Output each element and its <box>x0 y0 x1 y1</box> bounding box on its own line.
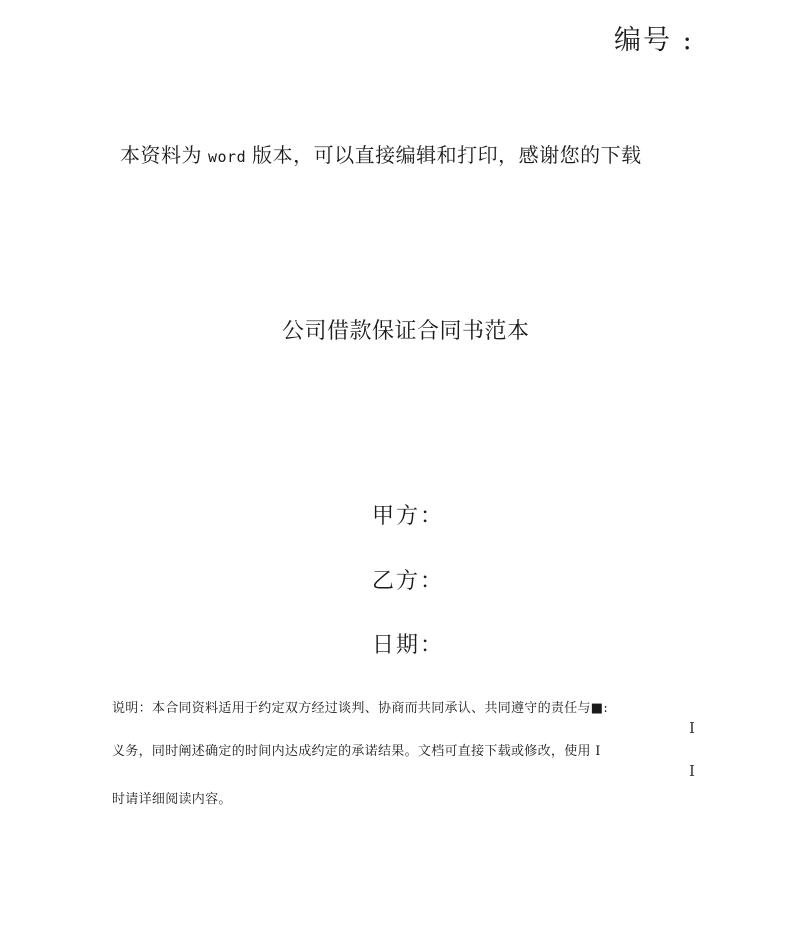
party-a-label: 甲方： <box>372 504 445 529</box>
download-notice <box>120 139 642 168</box>
party-b-label: 乙方： <box>372 569 445 594</box>
notice-suffix: 版本，可以直接编辑和打印，感谢您的下载 <box>252 143 642 167</box>
notice-format: word <box>208 148 247 166</box>
note-line-1: 说明：本合同资料适用于约定双方经过谈判、协商而共同承认、共同遵守的责任与■: <box>112 701 609 716</box>
note-line-3: 时请详细阅读内容。 <box>112 792 232 807</box>
notice-prefix: 本资料为 <box>120 143 202 167</box>
text-cursor-mark: I <box>689 719 695 737</box>
text-cursor-mark: I <box>689 762 695 780</box>
note-line-2: 义务，同时阐述确定的时间内达成约定的承诺结果。文档可直接下载或修改，使用 I <box>112 744 601 759</box>
serial-number-label: 编号 : <box>614 25 694 56</box>
date-label: 日期： <box>372 633 445 658</box>
document-title: 公司借款保证合同书范本 <box>282 319 530 344</box>
